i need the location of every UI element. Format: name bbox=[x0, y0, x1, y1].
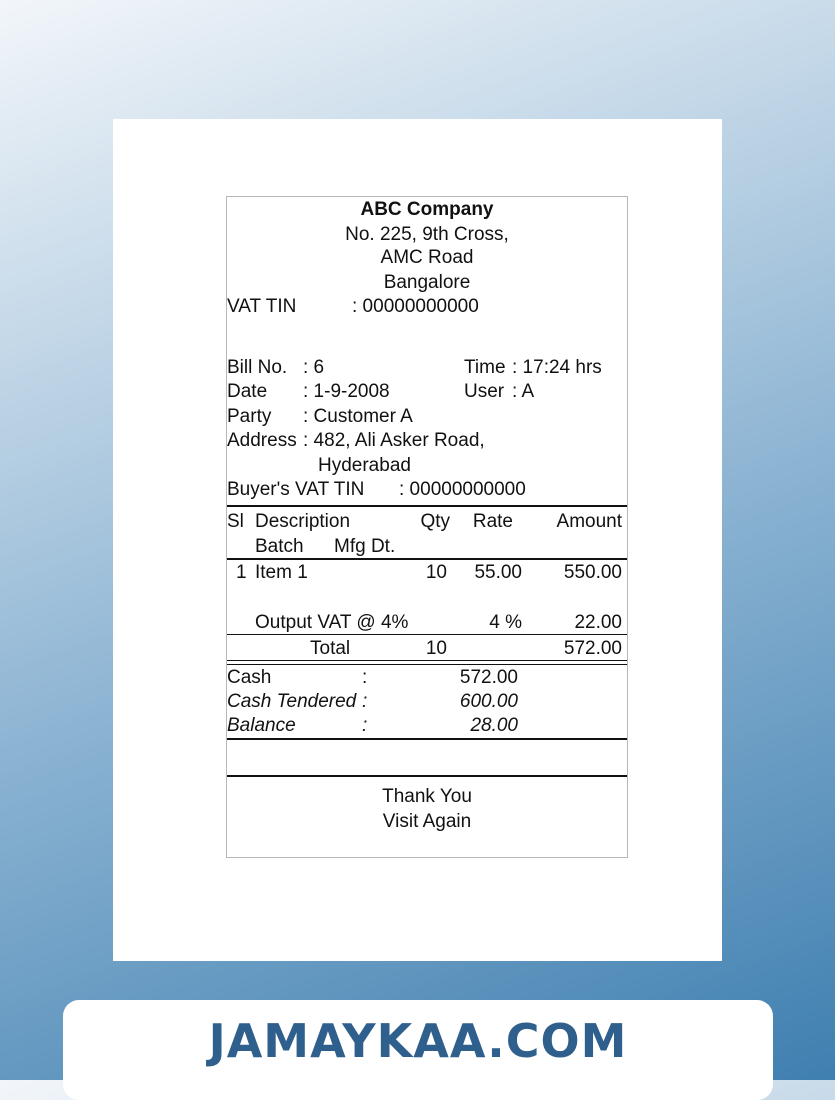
divider bbox=[227, 558, 627, 560]
buyer-vat-value: : 00000000000 bbox=[399, 479, 526, 500]
col-mfg: Mfg Dt. bbox=[334, 536, 396, 557]
item-description: Item 1 bbox=[255, 562, 308, 583]
visit-again: Visit Again bbox=[382, 811, 472, 832]
divider bbox=[227, 775, 627, 777]
cash-sep: : bbox=[362, 667, 368, 688]
vat-tin-value: : 00000000000 bbox=[352, 296, 479, 317]
divider bbox=[227, 660, 627, 661]
col-amount: Amount bbox=[556, 511, 622, 532]
date-label: Date bbox=[227, 381, 268, 402]
col-sl: Sl bbox=[227, 511, 244, 532]
total-amount: 572.00 bbox=[563, 638, 622, 659]
total-qty: 10 bbox=[425, 638, 447, 659]
divider bbox=[227, 738, 627, 740]
divider bbox=[227, 634, 627, 635]
item-rate: 55.00 bbox=[474, 562, 522, 583]
col-description: Description bbox=[255, 511, 351, 532]
col-batch: Batch bbox=[255, 536, 304, 557]
thank-you: Thank You bbox=[382, 786, 472, 807]
time-label: Time bbox=[464, 357, 506, 378]
address-line-1: No. 225, 9th Cross, bbox=[345, 224, 509, 245]
balance-sep: : bbox=[362, 715, 368, 736]
address-line-2: AMC Road bbox=[380, 247, 474, 268]
col-qty: Qty bbox=[420, 511, 450, 532]
vat-tin-label: VAT TIN bbox=[227, 296, 297, 317]
city: Bangalore bbox=[383, 272, 471, 293]
buyer-vat-label: Buyer's VAT TIN bbox=[227, 479, 365, 500]
paper-sheet bbox=[113, 119, 722, 961]
tax-rate: 4 % bbox=[489, 612, 522, 633]
item-qty: 10 bbox=[425, 562, 447, 583]
col-rate: Rate bbox=[472, 511, 513, 532]
cash-label: Cash bbox=[227, 667, 272, 688]
balance-label: Balance bbox=[227, 715, 296, 736]
address-label: Address bbox=[227, 430, 297, 451]
bill-no-value: : 6 bbox=[303, 357, 325, 378]
balance-value: 28.00 bbox=[470, 715, 518, 736]
address-value-2: Hyderabad bbox=[318, 455, 411, 476]
address-value-1: : 482, Ali Asker Road, bbox=[303, 430, 485, 451]
tax-amount: 22.00 bbox=[574, 612, 622, 633]
cash-value: 572.00 bbox=[459, 667, 518, 688]
company-name: ABC Company bbox=[360, 199, 494, 220]
party-value: : Customer A bbox=[303, 406, 413, 427]
user-value: : A bbox=[512, 381, 535, 402]
total-label: Total bbox=[310, 638, 351, 659]
divider bbox=[227, 664, 627, 665]
item-sl: 1 bbox=[236, 562, 247, 583]
item-amount: 550.00 bbox=[563, 562, 622, 583]
user-label: User bbox=[464, 381, 505, 402]
cash-tendered-sep: : bbox=[362, 691, 368, 712]
receipt bbox=[226, 196, 628, 858]
time-value: : 17:24 hrs bbox=[512, 357, 602, 378]
cash-tendered-label: Cash Tendered bbox=[227, 691, 357, 712]
tax-label: Output VAT @ 4% bbox=[255, 612, 409, 633]
party-label: Party bbox=[227, 406, 272, 427]
bill-no-label: Bill No. bbox=[227, 357, 288, 378]
watermark-banner bbox=[63, 1000, 773, 1100]
watermark-text: JAMAYKAA.COM bbox=[208, 1014, 628, 1068]
date-value: : 1-9-2008 bbox=[303, 381, 390, 402]
cash-tendered-value: 600.00 bbox=[459, 691, 518, 712]
divider bbox=[227, 505, 627, 507]
